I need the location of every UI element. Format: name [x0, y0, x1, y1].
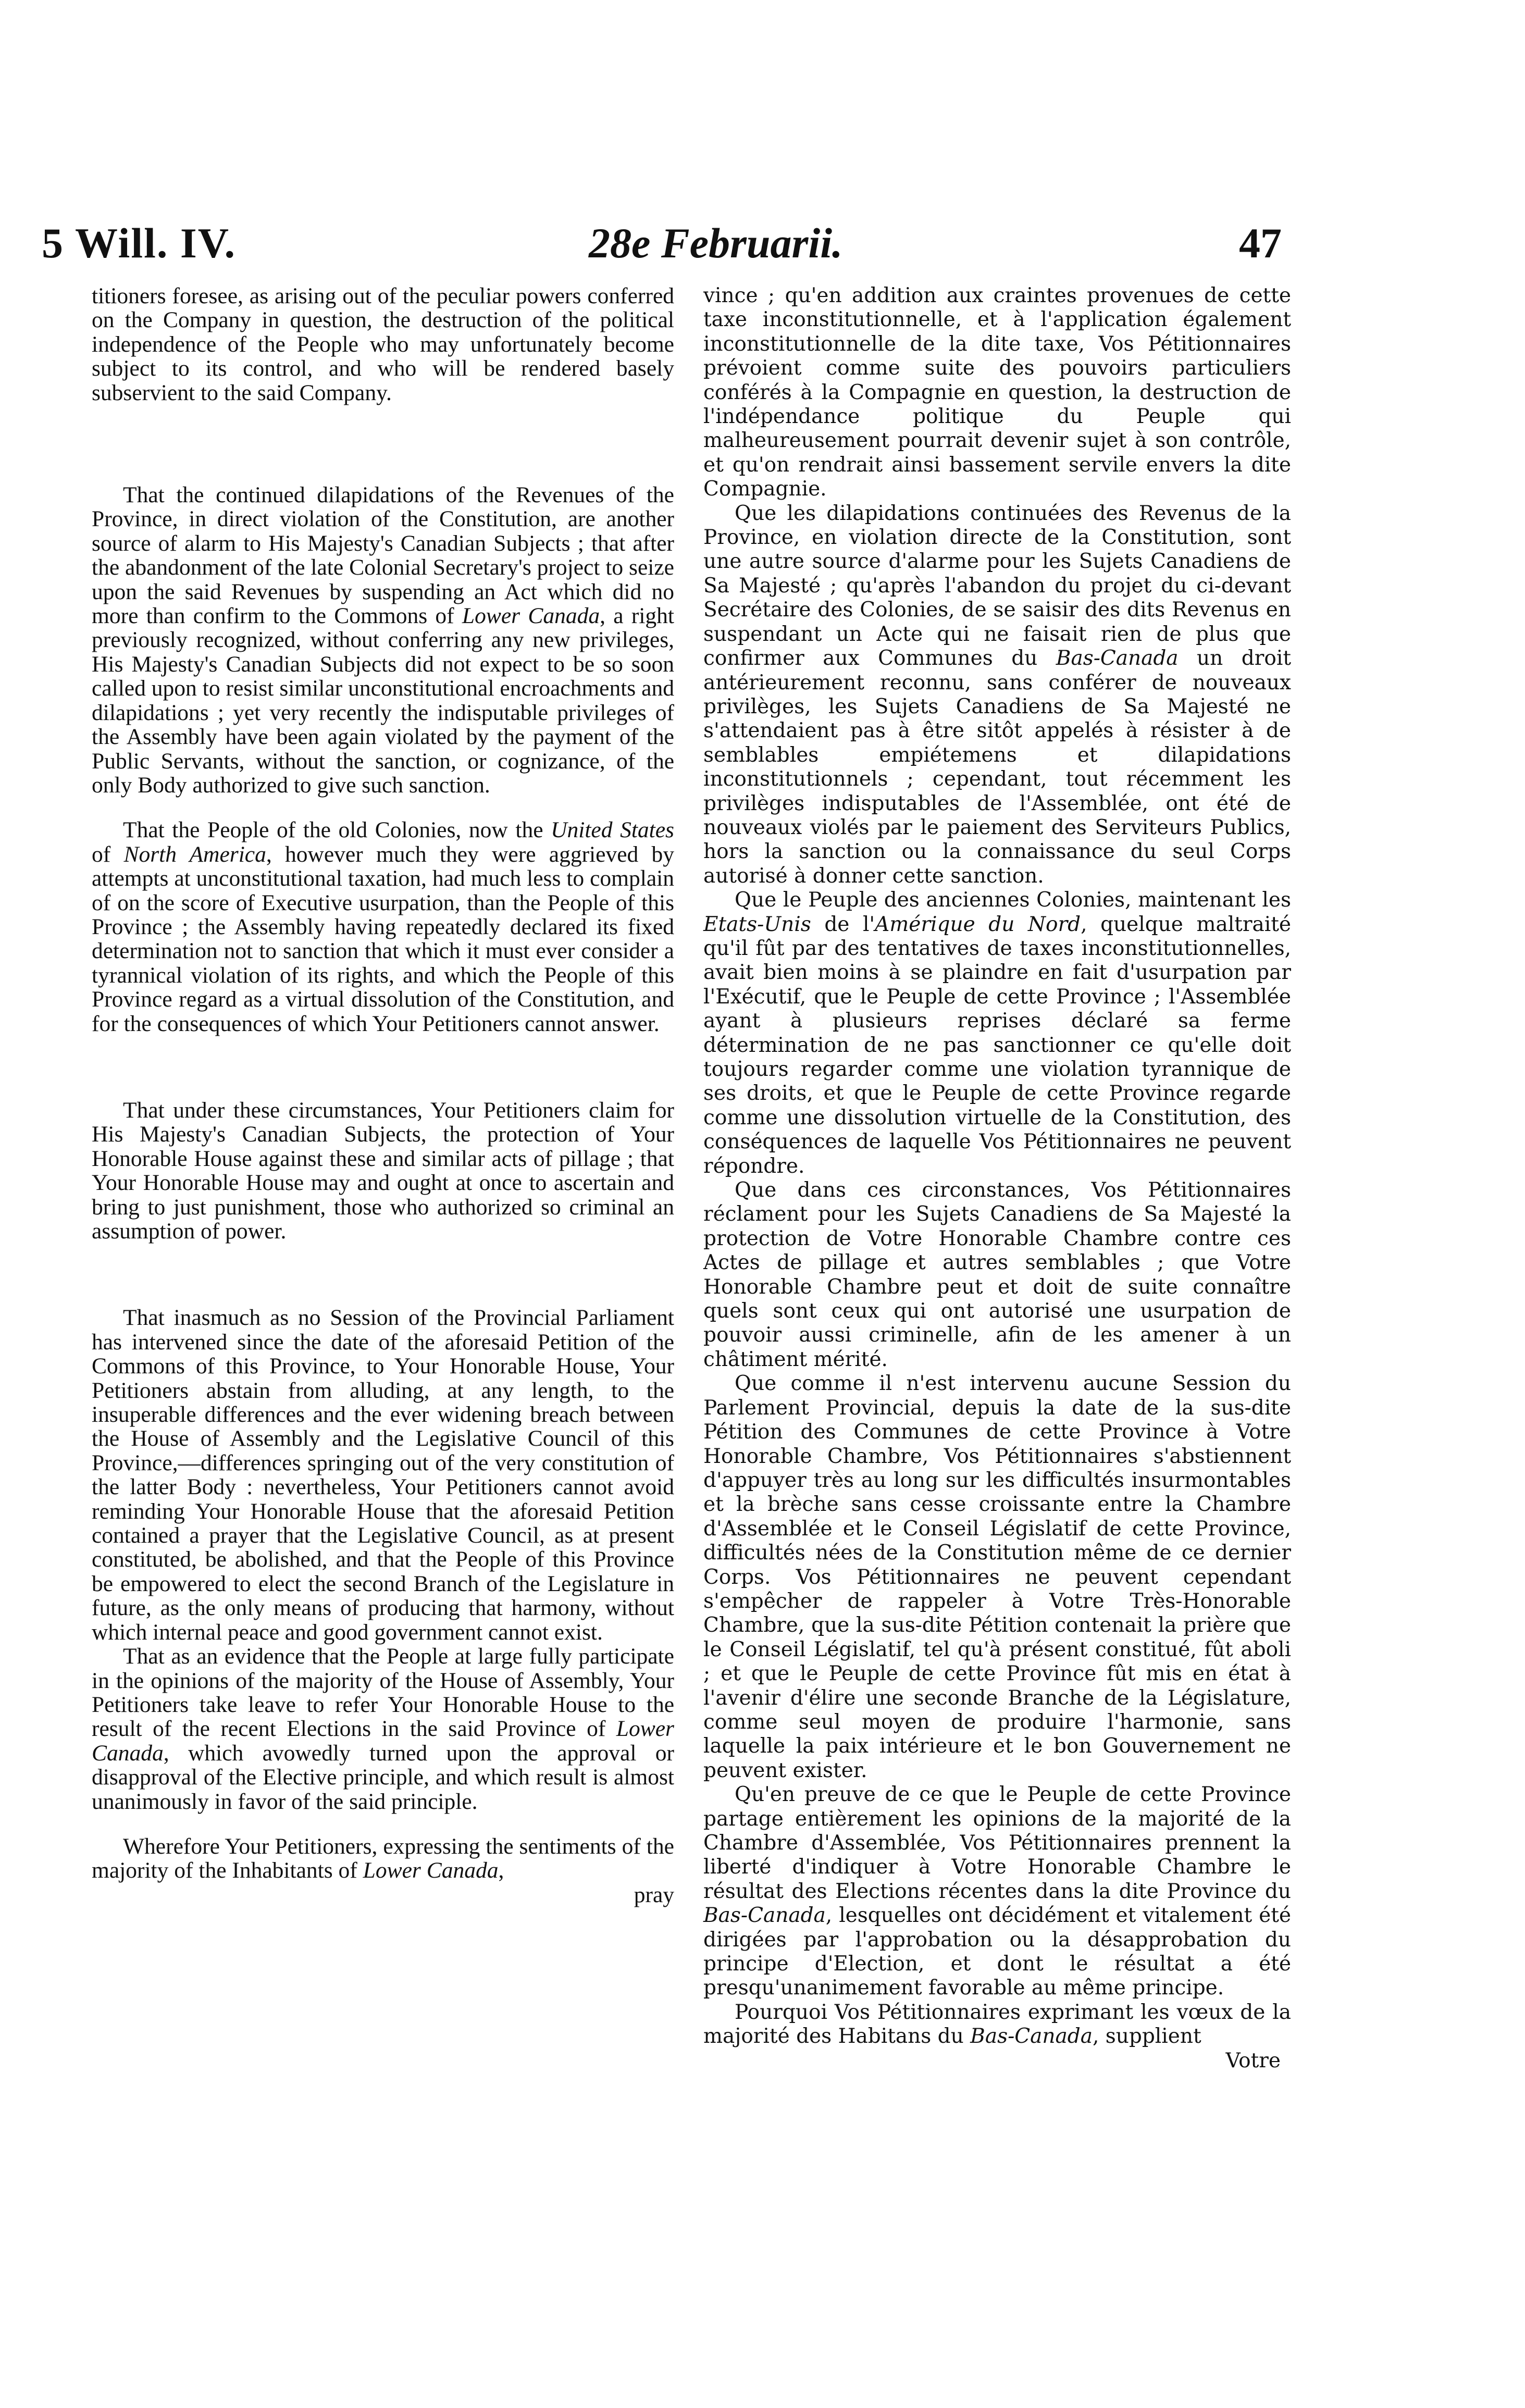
fr-paragraph-6: Qu'en preuve de ce que le Peuple de cette Province partage entièrement les opinions de la majorité de la Chambre d'Assemblée, Vos Pétitionnaires prennent la liberté d'indiquer à Votre Honorable Chambre le résultat des Elections récentes dans la dite Province du Bas-Canada, lesquelles ont décidément et vitalement été dirigées par l'approbation ou la désapprobation du principe d'Election, et dont le résultat a été presqu'unanimement favorable au même principe.	[703, 1783, 1291, 2000]
en-paragraph-4: That under these circumstances, Your Petitioners claim for His Majesty's Canadian Subjects, the protection of Your Honorable House against these and similar acts of pillage ; that Your Honorable House may and ought at once to ascertain and bring to just punishment, those who authorized so criminal an assumption of power.	[92, 1097, 674, 1244]
en-catchword: pray	[634, 1882, 674, 1907]
fr-catchword: Votre	[1225, 2049, 1281, 2072]
english-column	[92, 284, 674, 1907]
en-paragraph-5: That inasmuch as no Session of the Provincial Parliament has intervened since the date of the aforesaid Petition of the Commons of this Province, to Your Honorable House, Your Petitioners abstain from alluding, at any length, to the insuperable differences and the ever widening breach between the House of Assembly and the Legislative Council of this Province,—differences springing out of the very constitution of the latter Body : nevertheless, Your Petitioners cannot avoid reminding Your Honorable House that the aforesaid Petition contained a prayer that the Legislative Council, as at present constituted, be abolished, and that the People of this Province be empowered to elect the second Branch of the Legislature in future, as the only means of producing that harmony, without which internal peace and good government cannot exist.	[92, 1305, 674, 1645]
en-paragraph-6: That as an evidence that the People at large fully participate in the opinions of the majority of the House of Assembly, Your Petitioners take leave to refer Your Honorable House to the result of the recent Elections in the said Province of Lower Canada, which avowedly turned upon the approval or disapproval of the Elective principle, and which result is almost unanimously in favor of the said principle.	[92, 1644, 674, 1814]
session-date: 28e Februarii.	[589, 219, 843, 267]
regnal-year: 5 Will. IV.	[42, 219, 236, 267]
fr-paragraph-3: Que le Peuple des anciennes Colonies, maintenant les Etats-Unis de l'Amérique du Nord, quelque maltraité qu'il fût par des tentatives de taxes inconstitutionnelles, avait bien moins à se plaindre en fait d'usurpation par l'Exécutif, que le Peuple de cette Province ; l'Assemblée ayant à plusieurs reprises déclaré sa ferme détermination de ne pas sanctionner ce qu'elle doit toujours regarder comme une violation tyrannique de ses droits, et que le Peuple de cette Province regarde comme une dissolution virtuelle de la Constitution, des conséquences de laquelle Vos Pétitionnaires ne peuvent répondre.	[703, 888, 1291, 1178]
page-header	[42, 219, 1282, 281]
fr-paragraph-4: Que dans ces circonstances, Vos Pétitionnaires réclament pour les Sujets Canadiens de Sa Majesté la protection de Votre Honorable Chambre contre ces Actes de pillage et autres semblables ; que Votre Honorable Chambre peut et doit de suite connaître quels sont ceux qui ont autorisé une usurpation de pouvoir aussi criminelle, afin de les amener à un châtiment mérité.	[703, 1178, 1291, 1371]
fr-paragraph-7: Pourquoi Vos Pétitionnaires exprimant les vœux de la majorité des Habitans du Bas-Canada, supplient	[703, 2000, 1291, 2049]
en-paragraph-7: Wherefore Your Petitioners, expressing the sentiments of the majority of the Inhabitants of Lower Canada,	[92, 1833, 674, 1883]
en-paragraph-2: That the continued dilapidations of the Revenues of the Province, in direct violation of the Constitution, are another source of alarm to His Majesty's Canadian Subjects ; that after the abandonment of the late Colonial Secretary's project to seize upon the said Revenues by suspending an Act which did no more than confirm to the Commons of Lower Canada, a right previously recognized, without conferring any new privileges, His Majesty's Canadian Subjects did not expect to be so soon called upon to resist similar unconstitutional encroachments and dilapidations ; yet very recently the indisputable privileges of the Assembly have been again violated by the payment of the Public Servants, without the sanction, or cognizance, of the only Body authorized to give such sanction.	[92, 482, 674, 798]
en-paragraph-3: That the People of the old Colonies, now the United States of North America, however much they were aggrieved by attempts at unconstitutional taxation, had much less to complain of on the score of Executive usurpation, than the People of this Province ; the Assembly having repeatedly declared its fixed determination not to sanction that which it must ever consider a tyrannical violation of its rights, and which the People of this Province regard as a virtual dissolution of the Constitution, and for the consequences of which Your Petitioners cannot answer.	[92, 817, 674, 1036]
en-paragraph-1: titioners foresee, as arising out of the peculiar powers conferred on the Company in question, the destruction of the political independence of the People who may unfortunately become subject to its control, and who will be rendered basely subservient to the said Company.	[92, 283, 674, 405]
fr-paragraph-2: Que les dilapidations continuées des Revenus de la Province, en violation directe de la Constitution, sont une autre source d'alarme pour les Sujets Canadiens de Sa Majesté ; qu'après l'abandon du projet du ci-devant Secrétaire des Colonies, de se saisir des dits Revenus en suspendant un Acte qui ne faisait rien de plus que confirmer aux Communes du Bas-Canada un droit antérieurement reconnu, sans conférer de nouveaux privilèges, les Sujets Canadiens de Sa Majesté ne s'attendaient pas à être sitôt appelés à résister à de semblables empiétemens et dilapidations inconstitutionnels ; cependant, tout récemment les privilèges indisputables de l'Assemblée, ont été de nouveaux violés par le paiement des Serviteurs Publics, hors la sanction ou la connaissance du seul Corps autorisé à donner cette sanction.	[703, 501, 1291, 888]
fr-paragraph-5: Que comme il n'est intervenu aucune Session du Parlement Provincial, depuis la date de la sus-dite Pétition des Communes de cette Province à Votre Honorable Chambre, Vos Pétitionnaires s'abstiennent d'appuyer très au long sur les difficultés insurmontables et la brèche sans cesse croissante entre la Chambre d'Assemblée et le Conseil Législatif de cette Province, difficultés nées de la Constitution même de ce dernier Corps. Vos Pétitionnaires ne peuvent cependant s'empêcher de rappeler à Votre Très-Honorable Chambre, que la sus-dite Pétition contenait la prière que le Conseil Législatif, tel qu'à présent constitué, fût aboli ; et que le Peuple de cette Province fût mis en état à l'avenir d'élire une seconde Branche de la Législature, comme seul moyen de produire l'harmonie, sans laquelle la paix intérieure et le bon Gouvernement ne peuvent exister.	[703, 1372, 1291, 1782]
french-column	[703, 284, 1291, 2073]
page-number: 47	[1239, 219, 1282, 267]
fr-paragraph-1: vince ; qu'en addition aux craintes provenues de cette taxe inconstitutionnelle, et à l'application également inconstitutionnelle de la dite taxe, Vos Pétitionnaires prévoient comme suite des pouvoirs particuliers conférés à la Compagnie en question, la destruction de l'indépendance politique du Peuple qui malheureusement pourrait devenir sujet à son contrôle, et qu'on rendrait ainsi bassement servile envers la dite Compagnie.	[703, 284, 1291, 501]
